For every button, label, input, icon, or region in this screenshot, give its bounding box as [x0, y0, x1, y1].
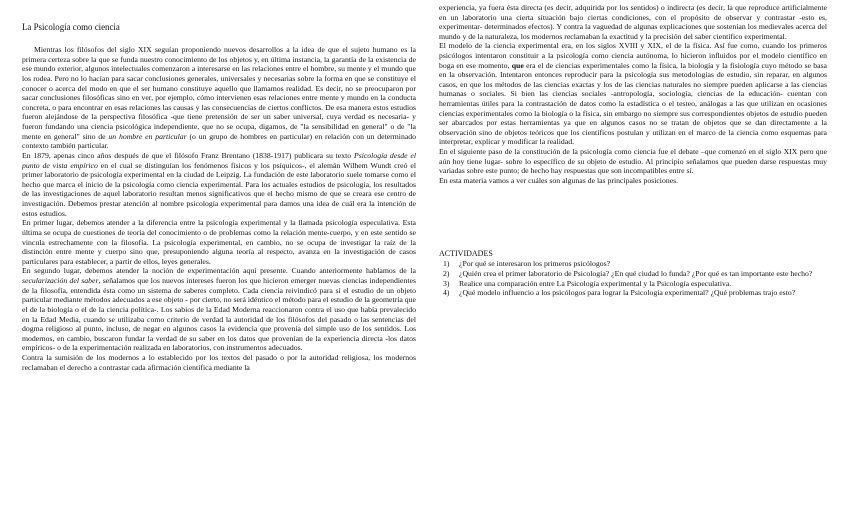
- body-paragraph: En el siguiente paso de la constitución de la psicología como ciencia fue el debate –que comenzó en el siglo XIX pero que aún hoy tiene lugar- sobre lo específico de su objeto de estudio. Al principio señalamos que pueden darse respuestas muy variadas sobre este punto; de hecho hay respuestas que son incompatibles entre sí.: [439, 146, 827, 176]
- right-column: [439, 3, 827, 298]
- body-paragraph: experiencia, ya fuera ésta directa (es decir, adquirida por los sentidos) o indirecta (es decir, la que reproduce artificialmente en un laboratorio una cierta situación bajo ciertas condiciones, con el propósito de observar y contrastar -esto es, experimentar- determinados efectos). Y contra la vaguedad de algunas explicaciones que sostenían los medievales acerca del mundo y de la naturaleza, los modernos reclamaban la exactitud y la precisión del saber científico experimental.: [439, 3, 827, 41]
- activity-item: [439, 269, 827, 279]
- activity-number: 4): [443, 288, 450, 298]
- page-title: La Psicología como ciencia: [22, 22, 120, 32]
- activity-text: ¿Quién crea el primer laboratorio de Psicología? ¿En qué ciudad lo funda? ¿Por qué es tan importante este hecho?: [459, 268, 813, 278]
- activity-item: [439, 279, 827, 289]
- body-paragraph: En primer lugar, debemos atender a la diferencia entre la psicología experimental y la llamada psicología especulativa. Esta última se ocupa de cuestiones de teoría del conocimiento o de problemas como la relación mente-cuerpo, y en este sentido se vincula estrechamente con la filosofía. La psicología experimental, en cambio, no se ocupa de investigar la raíz de la distinción entre mente y cuerpo sino que, presuponiendo alguna teoría al respecto, avanza en la investigación de casos particulares para establecer, a partir de ellos, leyes generales.: [22, 218, 416, 266]
- left-column: [22, 22, 416, 372]
- body-paragraph: En esta materia vamos a ver cuáles son algunas de las principales posiciones.: [439, 175, 679, 185]
- body-paragraph: En 1879, apenas cinco años después de que el filósofo Franz Brentano (1838-1917) publicara su texto Psicología desde el punto de vista empírico en el cual se distinguían los fenómenos físicos y los psíquicos-, el alemán Wilhem Wundt creó el primer laboratorio de psicología experimental en la ciudad de Leipzig. La fundación de este laboratorio suele tomarse como el hecho que marca el inicio de la psicología como ciencia experimental. Para los actuales estudios de psicología, los resultados de las investigaciones de aquel laboratorio resultan menos significativos que el hecho mismo de que se creara ese centro de investigación. Debemos prestar atención al nombre psicología experimental para damos una idea de cuál era la intención de estos estudios.: [22, 150, 416, 218]
- activity-item: [439, 259, 827, 269]
- activity-number: 2): [443, 268, 450, 278]
- body-paragraph: Mientras los filósofos del siglo XIX seguían proponiendo nuevos desarrollos a la idea de que el sujeto humano es la primera certeza sobre la que se funda nuestro conocimiento de los objetos y, en última instancia, la garantía de la existencia de ese mundo exterior, algunos intelectuales comenzaron a interesarse en las relaciones entre el hombre, su mente y el mundo que los rodea. Pero no lo hacían para sacar conclusiones generales, universales y necesarias sobre la forma en que se constituye el conocer o acerca del modo en que el ser humano constituye aquello que llamamos realidad. Es decir, no se preocuparon por sacar conclusiones filosóficas sino en ver, por ejemplo, cómo intervienen esas relaciones entre mente y mundo en la conducta concreta, o para encontrar en esas relaciones las causas y las consecuencias de ciertos conflictos. De esa manera estos estudios fueron alejándose de la perspectiva filosófica -que tiene pretensión de ser un saber universal, cuya verdad es necesaria- y fueron fundando una ciencia psicológica independiente, que no se ocupa, digamos, de "la sensibilidad en general" o de "la mente en general" sino de un hombre en particular (o un grupo de hombres en particular) en relación con un determinado contexto también particular.: [22, 45, 417, 151]
- activities-list: [439, 259, 827, 298]
- activity-text: ¿Qué modelo influencio a los psicólogos para lograr la Psicología experimental? ¿Qué problemas trajo esto?: [459, 288, 796, 298]
- activity-text: ¿Por qué se interesaron los primeros psicólogos?: [459, 258, 611, 268]
- activity-number: 1): [443, 258, 450, 268]
- body-paragraph: El modelo de la ciencia experimental era, en los siglos XVIII y XIX, el de la física. Así fue como, cuando los primeros psicólogos intentaron constituir a la psicología como ciencia autónoma, lo hicieron influidos por el modelo científico en boga en ese momento, que era el de ciencias experimentales como la física, la biología y la fisiología cuyo método se basa en la observación. Intentaron entonces reproducir para la psicología sus metodologías de estudio, sin reparar, en algunos casos, en que los métodos de las ciencias exactas y los de las ciencias naturales no siempre pueden aplicarse a las ciencias humanas o sociales. Si bien las ciencias sociales -antropología, sociología, ciencias de la educación- cuentan con herramientas útiles para la contrastación de datos como la estadística o el testeo, análogas a las que utilizan en ocasiones ciencias experimentales como la biología o la física, sin embargo no siempre sus correspondientes objetos de estudio pueden ser abarcados por estas herramientas ya que en algunos casos no se tratan de objetos que se dan directamente a la observación sino de objetos teóricos que los científicos postulan y utilizan en el marco de la ciencia como esquemas para interpretar, explicar y modificar la realidad.: [439, 41, 827, 147]
- body-paragraph: En segundo lugar, debemos atender la noción de experimentación aquí presente. Cuando anteriormente hablamos de la secularización del saber, señalamos que los nuevos intereses fueron los que hicieron emerger nuevas ciencias independientes de la filosofía, entendida ésta como un sistema de saberes completo. Cada ciencia reivindicó para sí el estudio de un objeto particular mediante métodos adecuados a ese objeto - por cierto, no será idéntico el método para el estudio de la geometría que el de la biología o el de la ciencia política-. Los sabios de la Edad Moderna reaccionaron contra el uso que había prevalecido en la Edad Media, cuando se utilizaba como criterio de verdad la autoridad de los filósofos del pasado o las sentencias del dogma religioso al punto, incluso, de negar en algunos casos la evidencia que provenía del simple uso de los sentidos. Los modernos, en cambio, buscaron fundar la verdad de su saber en los datos que provenían de la experiencia directa -los datos empíricos- o de la experimentación realizada en laboratorios, con instrumentos adecuados.: [22, 266, 416, 353]
- body-paragraph: Contra la sumisión de los modernos a lo establecido por los textos del pasado o por la autoridad religiosa, los modernos reclamaban el derecho a contrastar cada afirmación científica mediante la: [22, 353, 416, 372]
- activity-item: [439, 288, 827, 298]
- spacer: [439, 185, 827, 249]
- activity-text: Realice una comparación entre La Psicología experimental y la Psicología especulativa.: [459, 278, 732, 288]
- activity-number: 3): [443, 278, 450, 288]
- activities-heading: ACTIVIDADES: [439, 249, 493, 259]
